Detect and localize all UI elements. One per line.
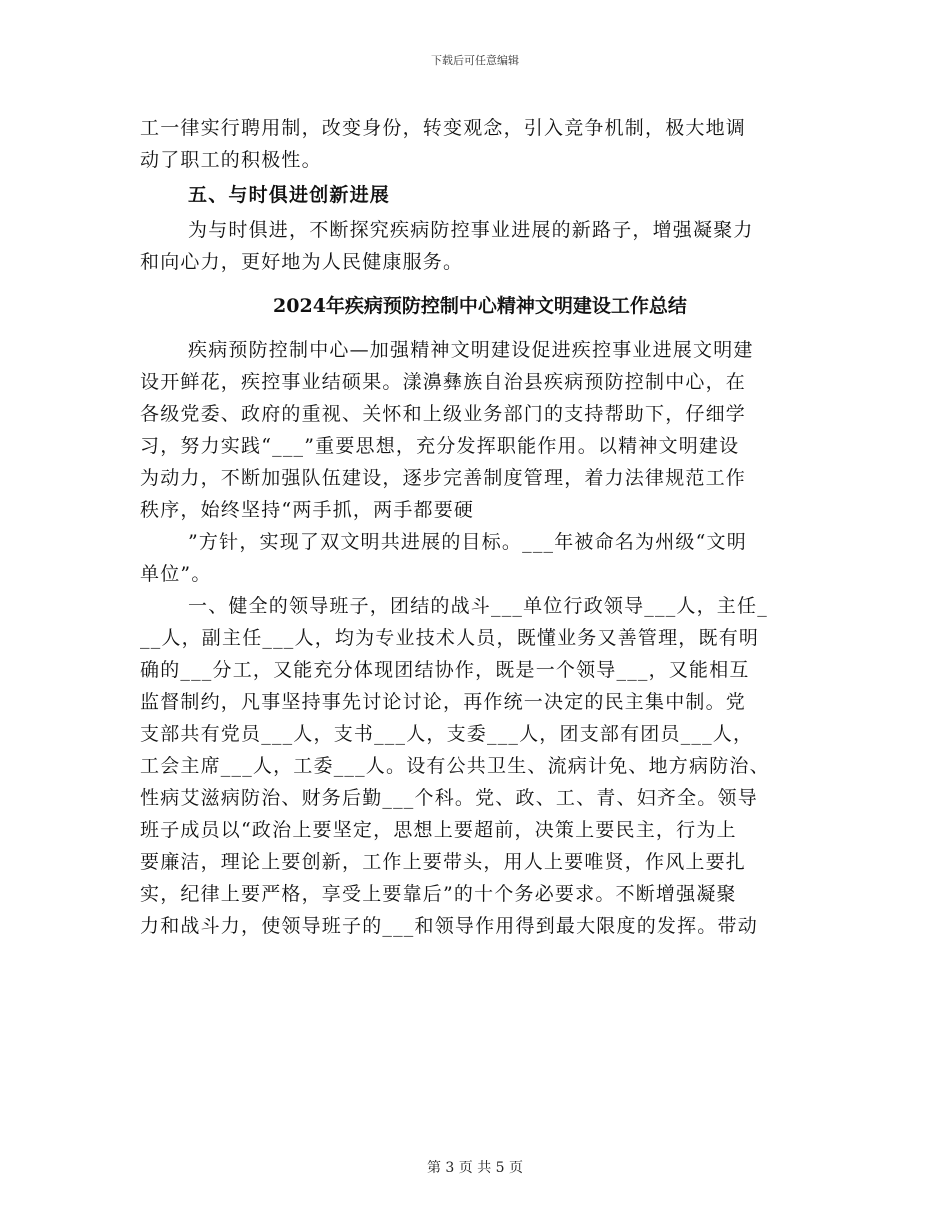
- body-line: 确的___分工，又能充分体现团结协作，既是一个领导___，又能相互: [140, 659, 750, 681]
- body-line: __人，副主任___人，均为专业技术人员，既懂业务又善管理，既有明: [140, 627, 760, 649]
- body-line: 和向心力，更好地为人民健康服务。: [140, 251, 464, 273]
- body-line: 力和战斗力，使领导班子的___和领导作用得到最大限度的发挥。带动: [140, 915, 758, 937]
- page-header: 下载后可任意编辑: [431, 54, 519, 67]
- body-line: 为动力，不断加强队伍建设，逐步完善制度管理，着力法律规范工作: [140, 467, 747, 489]
- body-line: 为与时俱进，不断探究疾病防控事业进展的新路子，增强凝聚力: [188, 219, 754, 241]
- body-line: 动了职工的积极性。: [140, 149, 322, 171]
- document-title: 2024年疾病预防控制中心精神文明建设工作总结: [273, 295, 687, 317]
- body-line: 支部共有党员___人，支书___人，支委___人，团支部有团员___人，: [140, 723, 754, 745]
- body-line: ”方针，实现了双文明共进展的目标。___年被命名为州级“文明: [188, 531, 747, 553]
- body-line: 一、健全的领导班子，团结的战斗___单位行政领导___人，主任_: [188, 595, 768, 617]
- body-line: 工会主席___人，工委___人。设有公共卫生、流病计免、地方病防治、: [140, 755, 770, 777]
- body-line: 性病艾滋病防治、财务后勤___个科。党、政、工、青、妇齐全。领导: [140, 787, 758, 809]
- body-line: 工一律实行聘用制，改变身份，转变观念，引入竞争机制，极大地调: [140, 117, 747, 139]
- page-footer: 第 3 页 共 5 页: [426, 1160, 524, 1176]
- section-heading: 五、与时俱进创新进展: [188, 184, 391, 206]
- body-line: 设开鲜花，疾控事业结硕果。漾濞彝族自治县疾病预防控制中心，在: [140, 371, 747, 393]
- body-line: 各级党委、政府的重视、关怀和上级业务部门的支持帮助下，仔细学: [140, 403, 747, 425]
- body-line: 习，努力实践“___”重要思想，充分发挥职能作用。以精神文明建设: [140, 435, 740, 457]
- body-line: 班子成员以“政治上要坚定，思想上要超前，决策上要民主，行为上: [140, 819, 737, 841]
- body-line: 秩序，始终坚持“两手抓，两手都要硬: [140, 499, 475, 521]
- body-line: 单位”。: [140, 563, 212, 585]
- body-line: 疾病预防控制中心—加强精神文明建设促进疾控事业进展文明建: [188, 339, 754, 361]
- body-line: 监督制约，凡事坚持事先讨论讨论，再作统一决定的民主集中制。党: [140, 691, 747, 713]
- document-body: [140, 112, 820, 942]
- body-line: 要廉洁，理论上要创新，工作上要带头，用人上要唯贤，作风上要扎: [140, 851, 747, 873]
- body-line: 实，纪律上要严格，享受上要靠后”的十个务必要求。不断增强凝聚: [140, 883, 737, 905]
